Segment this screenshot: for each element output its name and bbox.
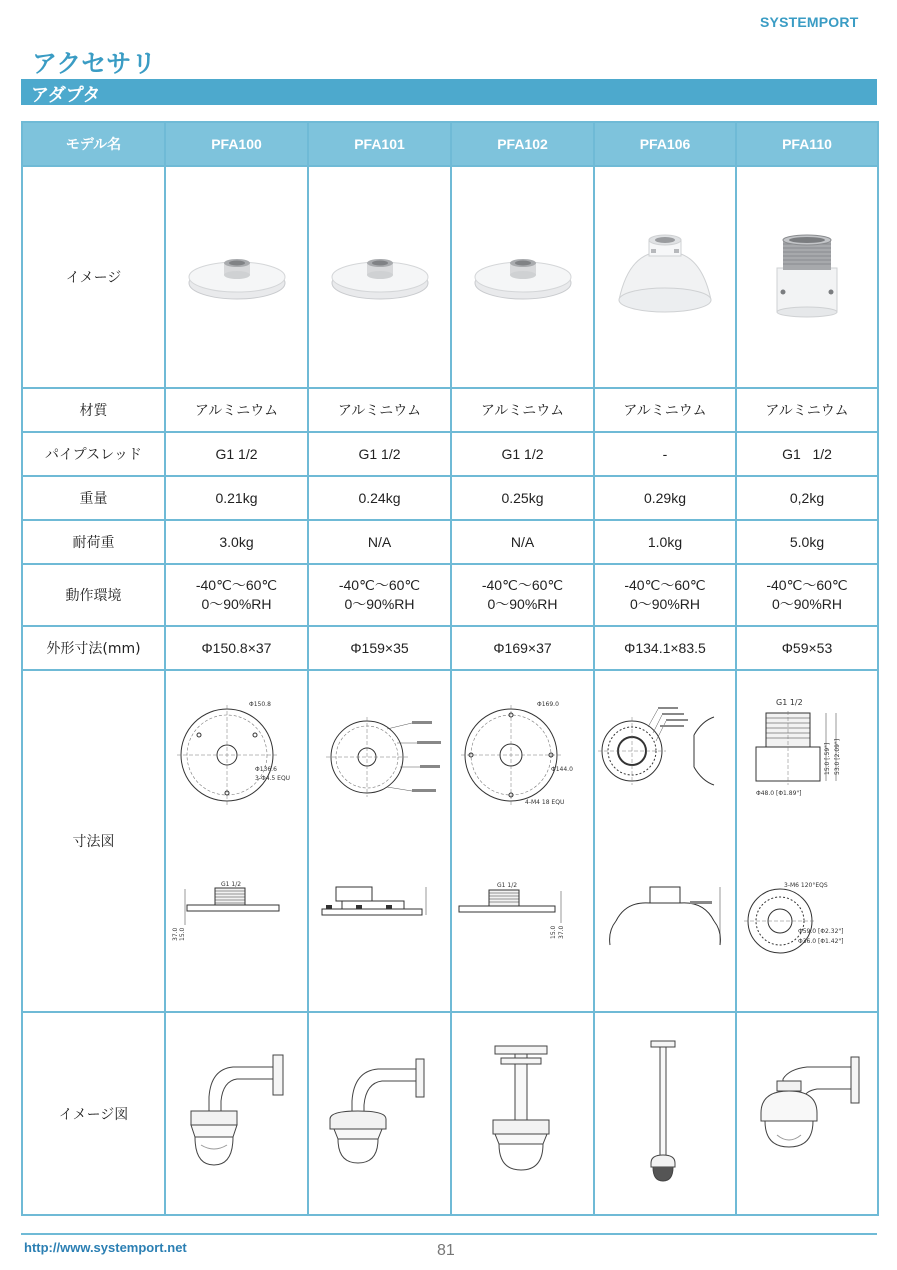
pfa102-holes: 4-M4 18 EQU — [525, 799, 565, 806]
weight-pfa101: 0.24kg — [308, 476, 451, 520]
env-temp: -40℃～60℃ — [481, 577, 564, 593]
thread-pfa101: G1 1/2 — [308, 432, 451, 476]
row-label-dims: 外形寸法(mm) — [22, 626, 165, 670]
load-pfa101: N/A — [308, 520, 451, 564]
weight-pfa102: 0.25kg — [451, 476, 594, 520]
image-row — [22, 166, 878, 388]
header-row — [22, 122, 878, 166]
env-pfa106 — [594, 564, 736, 626]
env-humidity: 0～90%RH — [201, 596, 272, 612]
env-temp: -40℃～60℃ — [624, 577, 706, 593]
pfa100-h1: 37.0 — [172, 927, 179, 941]
load-row — [22, 520, 878, 564]
page-number: 81 — [437, 1242, 455, 1259]
dims-pfa100: Φ150.8×37 — [165, 626, 308, 670]
drawing-pfa106 — [594, 670, 736, 1012]
product-image-pfa100 — [165, 166, 308, 388]
env-humidity: 0～90%RH — [771, 596, 843, 612]
row-label-material: 材質 — [22, 388, 165, 432]
pfa110-h1: 15.0 [.59"] — [823, 742, 831, 775]
dims-pfa102: Φ169×37 — [451, 626, 594, 670]
thread-pfa110: G1 1/2 — [736, 432, 878, 476]
weight-pfa110: 0,2kg — [736, 476, 878, 520]
drawing-pfa110 — [736, 670, 878, 1012]
row-label-env: 動作環境 — [22, 564, 165, 626]
material-pfa106: アルミニウム — [594, 388, 736, 432]
pfa100-top-dia: Φ150.8 — [249, 701, 271, 708]
header-model-pfa106: PFA106 — [594, 122, 736, 166]
load-pfa102: N/A — [451, 520, 594, 564]
header-model-pfa100: PFA100 — [165, 122, 308, 166]
material-row — [22, 388, 878, 432]
drawing-pfa100 — [165, 670, 308, 1012]
spec-table — [21, 121, 879, 1216]
dims-row — [22, 626, 878, 670]
mount-image-pfa100 — [165, 1012, 308, 1215]
drawing-row — [22, 670, 878, 1012]
footer-url[interactable]: http://www.systemport.net — [24, 1240, 187, 1255]
section-bar — [21, 79, 877, 105]
env-temp: -40℃～60℃ — [338, 577, 421, 593]
env-pfa101 — [308, 564, 451, 626]
product-image-pfa102 — [451, 166, 594, 388]
product-image-pfa101 — [308, 166, 451, 388]
material-pfa110: アルミニウム — [736, 388, 878, 432]
mount-image-pfa101 — [308, 1012, 451, 1215]
weight-pfa100: 0.21kg — [165, 476, 308, 520]
page-title: アクセサリ — [32, 49, 157, 78]
env-row — [22, 564, 878, 626]
pfa100-thread: G1 1/2 — [221, 881, 242, 888]
pfa102-h2: 37.0 — [558, 925, 565, 939]
footer-divider — [21, 1233, 877, 1235]
row-label-mount: イメージ図 — [22, 1012, 165, 1215]
pfa100-h2: 15.0 — [179, 927, 186, 941]
pfa110-base: Φ48.0 [Φ1.89"] — [755, 790, 802, 797]
env-temp: -40℃～60℃ — [766, 577, 848, 593]
row-label-image: イメージ — [22, 166, 165, 388]
pfa102-h1: 15.0 — [550, 925, 557, 939]
thread-pfa100: G1 1/2 — [165, 432, 308, 476]
env-temp: -40℃～60℃ — [195, 577, 278, 593]
pfa110-d2: Φ36.0 [Φ1.42"] — [797, 938, 844, 945]
env-pfa102 — [451, 564, 594, 626]
dims-pfa110: Φ59×53 — [736, 626, 878, 670]
mount-row — [22, 1012, 878, 1215]
pfa100-holes: 3-Φ4.5 EQU — [255, 775, 291, 782]
thread-pfa106: - — [594, 432, 736, 476]
mount-image-pfa106 — [594, 1012, 736, 1215]
env-pfa110 — [736, 564, 878, 626]
dims-pfa101: Φ159×35 — [308, 626, 451, 670]
drawing-pfa102 — [451, 670, 594, 1012]
pfa110-d1: Φ59.0 [Φ2.32"] — [797, 928, 844, 935]
pfa102-pcd: Φ144.0 — [551, 766, 573, 773]
pfa100-pcd: Φ136.6 — [255, 766, 277, 773]
row-label-thread: パイプスレッド — [22, 432, 165, 476]
weight-row — [22, 476, 878, 520]
header-model-pfa101: PFA101 — [308, 122, 451, 166]
header-model-pfa102: PFA102 — [451, 122, 594, 166]
drawing-pfa101 — [308, 670, 451, 1012]
product-image-pfa110 — [736, 166, 878, 388]
pfa110-holes: 3-M6 120°EQS — [783, 882, 828, 889]
header-model-pfa110: PFA110 — [736, 122, 878, 166]
thread-row — [22, 432, 878, 476]
thread-pfa102: G1 1/2 — [451, 432, 594, 476]
weight-pfa106: 0.29kg — [594, 476, 736, 520]
env-humidity: 0～90%RH — [487, 596, 558, 612]
mount-image-pfa110 — [736, 1012, 878, 1215]
env-pfa100 — [165, 564, 308, 626]
brand-logo: SYSTEMPORT — [760, 14, 859, 30]
material-pfa101: アルミニウム — [308, 388, 451, 432]
load-pfa100: 3.0kg — [165, 520, 308, 564]
env-humidity: 0～90%RH — [629, 596, 701, 612]
env-humidity: 0～90%RH — [344, 596, 415, 612]
row-label-load: 耐荷重 — [22, 520, 165, 564]
dims-pfa106: Φ134.1×83.5 — [594, 626, 736, 670]
load-pfa106: 1.0kg — [594, 520, 736, 564]
pfa110-h2: 53.0 [2.09"] — [833, 738, 841, 775]
mount-image-pfa102 — [451, 1012, 594, 1215]
section-title: アダプタ — [31, 85, 101, 106]
pfa102-top-dia: Φ169.0 — [537, 701, 559, 708]
material-pfa100: アルミニウム — [165, 388, 308, 432]
product-image-pfa106 — [594, 166, 736, 388]
pfa102-thread: G1 1/2 — [497, 882, 518, 889]
material-pfa102: アルミニウム — [451, 388, 594, 432]
header-model-label: モデル名 — [22, 122, 165, 166]
row-label-drawing: 寸法図 — [22, 670, 165, 1012]
pfa110-thread: G1 1/2 — [775, 698, 803, 707]
load-pfa110: 5.0kg — [736, 520, 878, 564]
row-label-weight: 重量 — [22, 476, 165, 520]
